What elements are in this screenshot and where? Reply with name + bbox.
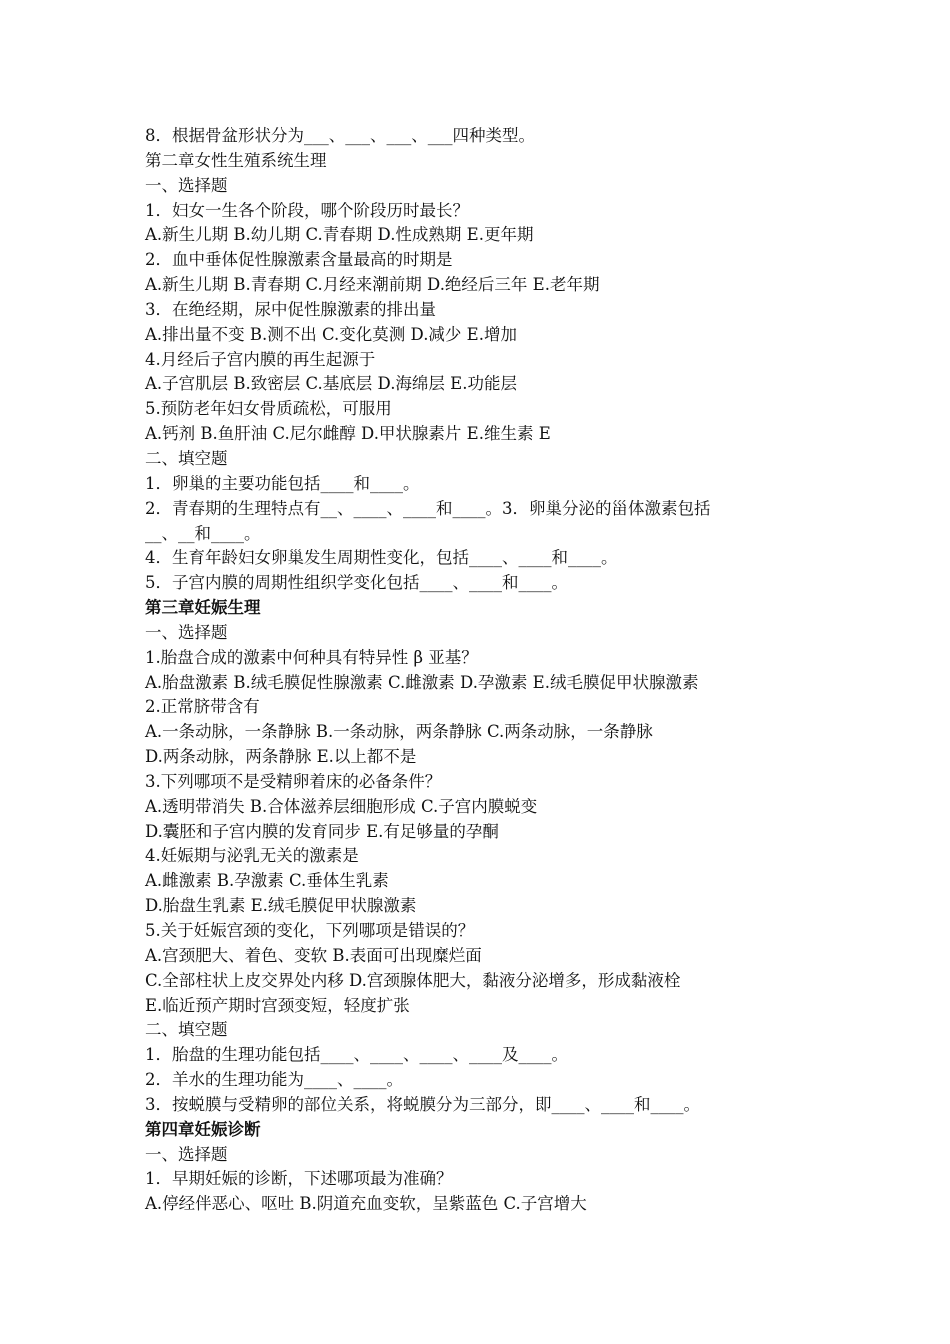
text-line: D.囊胚和子宫内膜的发育同步 E.有足够量的孕酮: [145, 821, 499, 841]
chapter-heading: 第四章妊娠诊断: [145, 1119, 261, 1139]
text-line: __、__和____。: [145, 523, 261, 543]
text-line: A.停经伴恶心、呕吐 B.阴道充血变软，呈紫蓝色 C.子宫增大: [145, 1194, 587, 1214]
text-line: 1.胎盘合成的激素中何种具有特异性 β 亚基？: [145, 647, 478, 667]
text-line: 一、选择题: [145, 622, 228, 642]
text-line: A.子宫肌层 B.致密层 C.基底层 D.海绵层 E.功能层: [145, 374, 517, 394]
text-line: 二、填空题: [145, 1020, 228, 1040]
text-line: 2．血中垂体促性腺激素含量最高的时期是: [145, 250, 453, 270]
text-line: 第二章女性生殖系统生理: [145, 150, 327, 170]
chapter-heading: 第三章妊娠生理: [145, 598, 261, 618]
text-line: A.排出量不变 B.测不出 C.变化莫测 D.减少 E.增加: [145, 324, 517, 344]
text-line: 4．生育年龄妇女卵巢发生周期性变化，包括____、____和____。: [145, 548, 618, 568]
text-line: 5.关于妊娠宫颈的变化，下列哪项是错误的？: [145, 921, 475, 940]
text-line: 4.月经后子宫内膜的再生起源于: [145, 349, 376, 369]
document-page: [145, 124, 825, 1217]
text-line: 4.妊娠期与泌乳无关的激素是: [145, 846, 359, 866]
text-line: 8．根据骨盆形状分为___、___、___、___四种类型。: [145, 126, 535, 145]
text-line: A.宫颈肥大、着色、变软 B.表面可出现糜烂面: [145, 945, 482, 965]
text-line: E.临近预产期时宫颈变短，轻度扩张: [145, 995, 410, 1015]
text-line: 5．子宫内膜的周期性组织学变化包括____、____和____。: [145, 573, 568, 593]
text-line: 3．在绝经期，尿中促性腺激素的排出量: [145, 299, 436, 319]
text-line: 5.预防老年妇女骨质疏松，可服用: [145, 399, 392, 419]
text-line: D.胎盘生乳素 E.绒毛膜促甲状腺激素: [145, 896, 417, 916]
text-line: C.全部柱状上皮交界处内移 D.宫颈腺体肥大，黏液分泌增多，形成黏液栓: [145, 970, 681, 990]
text-line: A.雌激素 B.孕激素 C.垂体生乳素: [145, 871, 389, 891]
text-line: A.钙剂 B.鱼肝油 C.尼尔雌醇 D.甲状腺素片 E.维生素 E: [145, 424, 551, 444]
text-line: 1．卵巢的主要功能包括____和____。: [145, 473, 420, 493]
text-line: 一、选择题: [145, 175, 228, 195]
text-line: 1．早期妊娠的诊断，下述哪项最为准确？: [145, 1169, 453, 1189]
text-line: 2．羊水的生理功能为____、____。: [145, 1070, 403, 1090]
text-line: A.新生儿期 B.幼儿期 C.青春期 D.性成熟期 E.更年期: [145, 225, 534, 245]
text-line: A.一条动脉，一条静脉 B.一条动脉，两条静脉 C.两条动脉，一条静脉: [145, 722, 653, 742]
text-line: A.透明带消失 B.合体滋养层细胞形成 C.子宫内膜蜕变: [145, 796, 538, 816]
text-line: A.胎盘激素 B.绒毛膜促性腺激素 C.雌激素 D.孕激素 E.绒毛膜促甲状腺激素: [145, 672, 699, 692]
text-line: 2．青春期的生理特点有__、____、____和____。3．卵巢分泌的甾体激素包括: [145, 498, 711, 518]
text-line: 一、选择题: [145, 1144, 228, 1164]
text-line: A.新生儿期 B.青春期 C.月经来潮前期 D.绝经后三年 E.老年期: [145, 275, 600, 295]
text-line: 二、填空题: [145, 448, 228, 468]
text-line: D.两条动脉，两条静脉 E.以上都不是: [145, 747, 417, 767]
text-line: 2.正常脐带含有: [145, 697, 260, 717]
text-line: 3．按蜕膜与受精卵的部位关系，将蜕膜分为三部分，即____、____和____。: [145, 1094, 700, 1114]
text-line: 1．妇女一生各个阶段，哪个阶段历时最长？: [145, 200, 469, 220]
text-line: 1．胎盘的生理功能包括____、____、____、____及____。: [145, 1045, 568, 1065]
text-line: 3.下列哪项不是受精卵着床的必备条件？: [145, 771, 442, 791]
